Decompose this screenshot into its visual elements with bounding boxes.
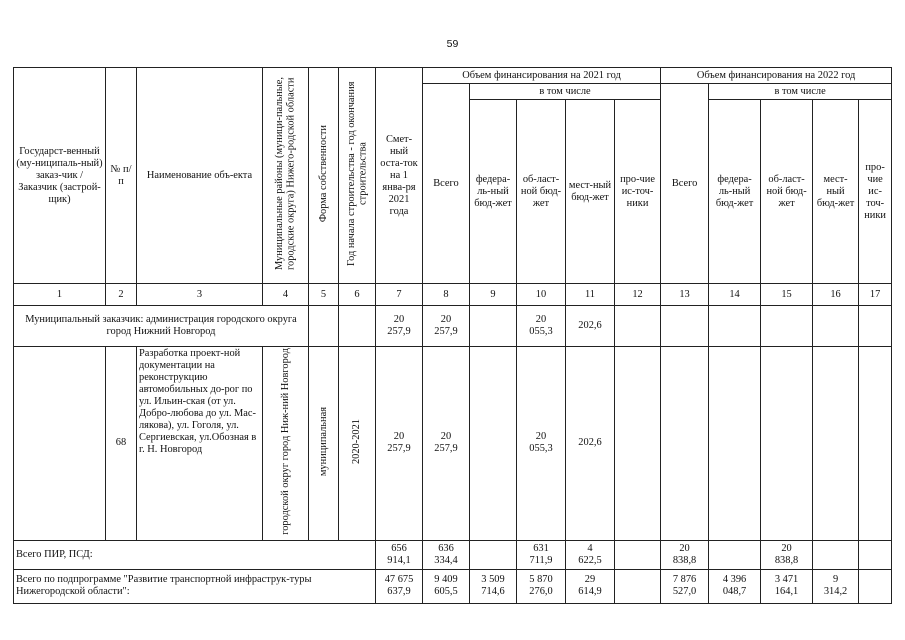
header-2022-total: Всего (661, 84, 709, 284)
cell-c10: 20 055,3 (517, 347, 566, 541)
cell-c10: 20 055,3 (517, 306, 566, 347)
col-number: 3 (137, 284, 263, 306)
cell-c16: 9 314,2 (813, 569, 859, 603)
page-number: 59 (446, 38, 459, 50)
col-number: 13 (661, 284, 709, 306)
cell-c7: 47 675 637,9 (376, 569, 423, 603)
object-number: 68 (106, 347, 137, 541)
header-2021-total: Всего (423, 84, 470, 284)
cell-c8: 20 257,9 (423, 306, 470, 347)
header-ownership: Форма собственности (309, 68, 339, 284)
col-number: 5 (309, 284, 339, 306)
cell-c7: 20 257,9 (376, 306, 423, 347)
header-group-2022: Объем финансирования на 2022 год (661, 68, 892, 84)
col-number: 14 (709, 284, 761, 306)
cell-c11: 29 614,9 (566, 569, 615, 603)
col-number: 9 (470, 284, 517, 306)
header-2022-regional: об-ласт-ной бюд-жет (761, 100, 813, 284)
object-row (14, 347, 892, 541)
header-2022-other: про-чие ис-точ-ники (859, 100, 892, 284)
col-number: 15 (761, 284, 813, 306)
cell-c10: 631 711,9 (517, 540, 566, 569)
header-years: Год начала строительства - год окончания строительства (339, 68, 376, 284)
col-number: 16 (813, 284, 859, 306)
cell-c15: 3 471 164,1 (761, 569, 813, 603)
cell-c13: 7 876 527,0 (661, 569, 709, 603)
header-customer: Государст-венный (му-ниципаль-ный) заказ-чик / Заказчик (застрой-щик) (14, 68, 106, 284)
header-object-name: Наименование объ-екта (137, 68, 263, 284)
col-number: 8 (423, 284, 470, 306)
cell-c15: 20 838,8 (761, 540, 813, 569)
cell-c11: 202,6 (566, 306, 615, 347)
cell-c10: 5 870 276,0 (517, 569, 566, 603)
header-2021-other: про-чие ис-точ-ники (615, 100, 661, 284)
cell-c7: 656 914,1 (376, 540, 423, 569)
object-ownership: муниципальная (309, 347, 339, 541)
subprogram-total-row (14, 569, 892, 603)
header-2022-federal: федера-ль-ный бюд-жет (709, 100, 761, 284)
col-number: 17 (859, 284, 892, 306)
cell-c8: 9 409 605,5 (423, 569, 470, 603)
col-number: 12 (615, 284, 661, 306)
pir-total-row (14, 540, 892, 569)
cell-c8: 636 334,4 (423, 540, 470, 569)
cell-c14: 4 396 048,7 (709, 569, 761, 603)
object-district: городской округ город Ниж-ний Новгород (263, 347, 309, 541)
col-number: 10 (517, 284, 566, 306)
header-2021-federal: федера-ль-ный бюд-жет (470, 100, 517, 284)
column-number-row (14, 284, 892, 306)
customer-row (14, 306, 892, 347)
cell-c13: 20 838,8 (661, 540, 709, 569)
header-2022-local: мест-ный бюд-жет (813, 100, 859, 284)
subprogram-total-label: Всего по подпрограмме "Развитие транспортной инфраструк-туры Нижегородской области": (14, 569, 376, 603)
object-years: 2020-2021 (339, 347, 376, 541)
object-name: Разработка проект-ной документации на реконструкцию автомобильных до-рог по ул. Ильин-ская (от ул. Добро-любова до ул. Мас-лякова), ул. Гоголя, ул. Сергиевская, ул.Обозная в г. Н. Новгород (137, 347, 263, 541)
cell-c7: 20 257,9 (376, 347, 423, 541)
col-number: 1 (14, 284, 106, 306)
header-district: Муниципальные районы (муници-пальные, городские округа) Нижего-родской области (263, 68, 309, 284)
col-number: 4 (263, 284, 309, 306)
header-row-1 (14, 68, 892, 84)
header-estimate-remainder: Смет-ный оста-ток на 1 янва-ря 2021 года (376, 68, 423, 284)
cell-c11: 202,6 (566, 347, 615, 541)
header-2021-local: мест-ный бюд-жет (566, 100, 615, 284)
col-number: 2 (106, 284, 137, 306)
financing-table (13, 67, 892, 604)
cell-c9: 3 509 714,6 (470, 569, 517, 603)
col-number: 11 (566, 284, 615, 306)
col-number: 7 (376, 284, 423, 306)
header-group-2021: Объем финансирования на 2021 год (423, 68, 661, 84)
header-2021-incl: в том числе (470, 84, 661, 100)
cell-c11: 4 622,5 (566, 540, 615, 569)
pir-total-label: Всего ПИР, ПСД: (14, 540, 376, 569)
header-2022-incl: в том числе (709, 84, 892, 100)
header-number: № п/п (106, 68, 137, 284)
customer-label: Муниципальный заказчик: администрация городского округа город Нижний Новгород (14, 306, 309, 347)
col-number: 6 (339, 284, 376, 306)
cell-c8: 20 257,9 (423, 347, 470, 541)
header-2021-regional: об-ласт-ной бюд-жет (517, 100, 566, 284)
